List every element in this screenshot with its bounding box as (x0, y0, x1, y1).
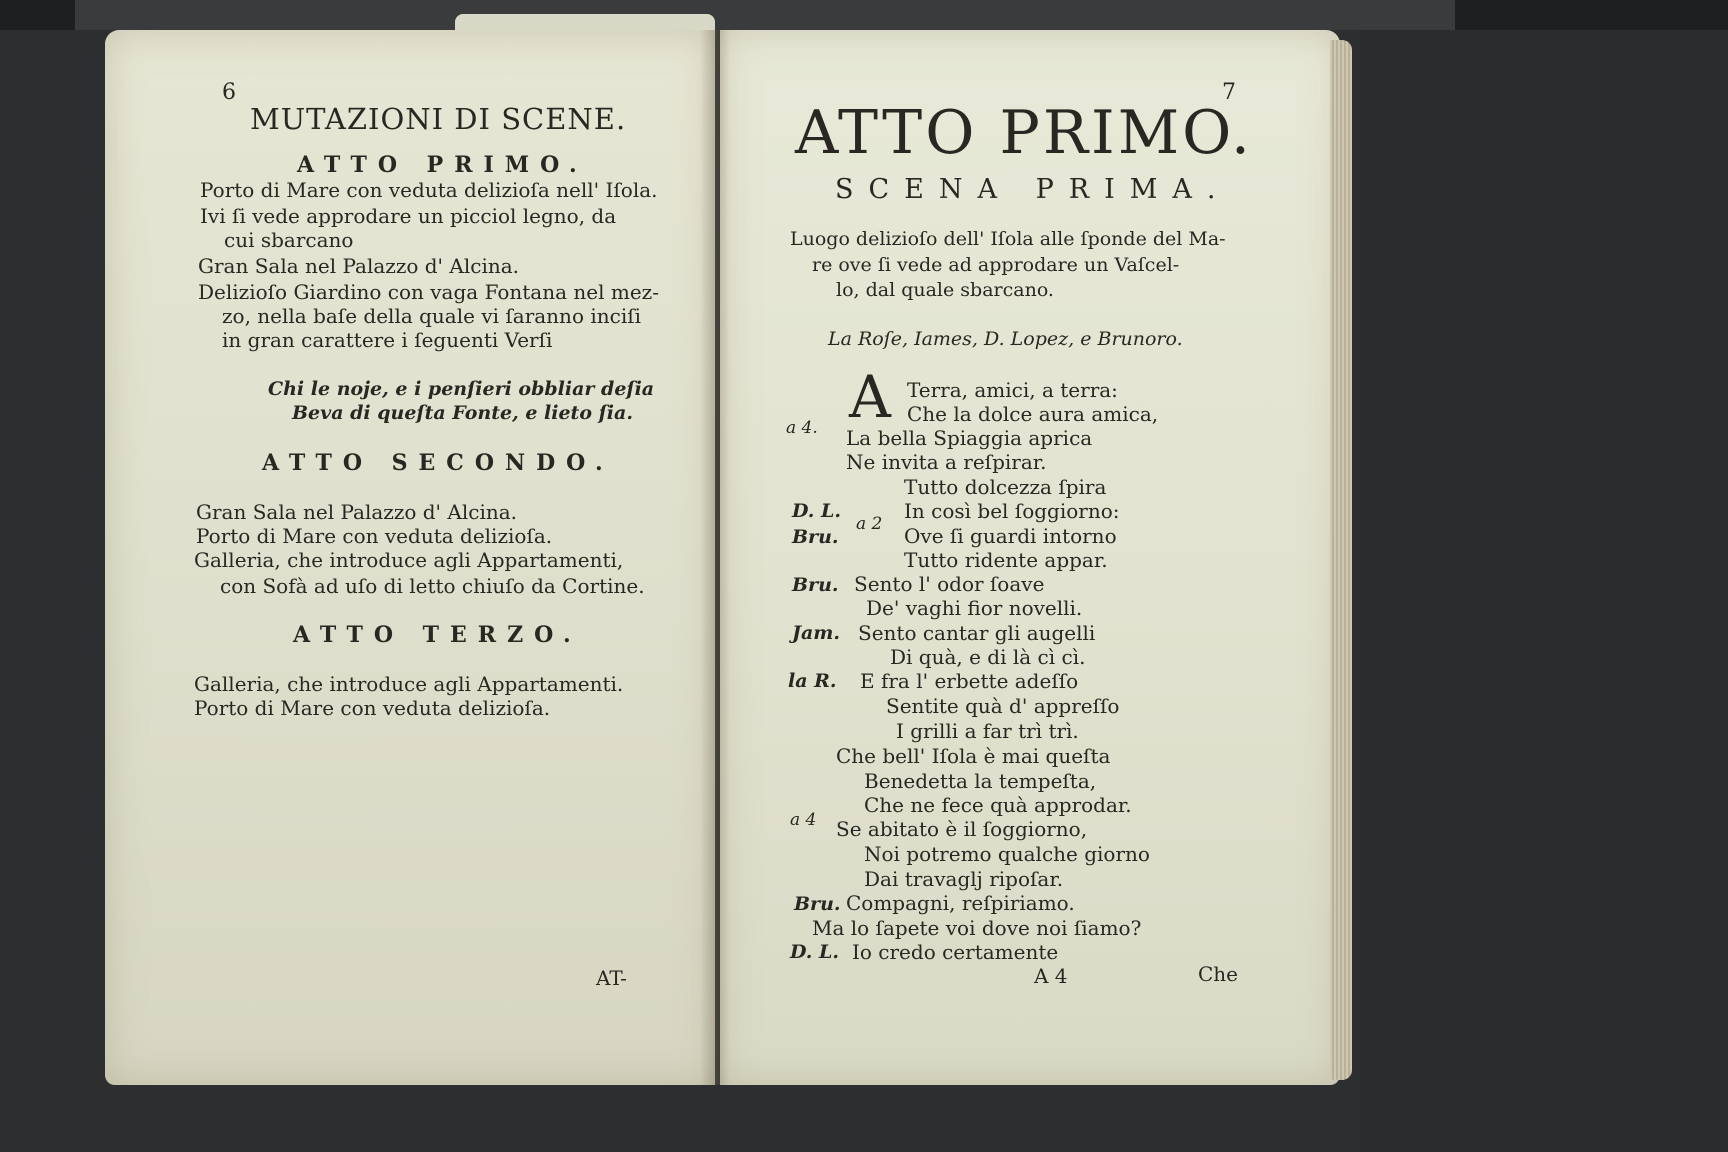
act1-heading: ATTO PRIMO. (297, 152, 588, 178)
act1-line: Porto di Mare con veduta delizioſa nell' Iſola. (200, 178, 658, 202)
speaker-label: la R. (788, 670, 837, 692)
speaker-label: D. L. (792, 500, 842, 522)
catchword-right: Che (1198, 962, 1239, 986)
drop-cap: A (849, 363, 891, 431)
fountain-verse: Beva di queſta Fonte, e lieto ſia. (292, 402, 633, 424)
backdrop-board (75, 0, 1455, 30)
act1-line: Gran Sala nel Palazzo d' Alcina. (198, 254, 520, 278)
backdrop-right (1360, 30, 1728, 1152)
dialogue-line: Io credo certamente (852, 940, 1059, 964)
setting-line: re ove ſi vede ad approdare un Vaſcel- (812, 254, 1180, 276)
dialogue-line: Che bell' Iſola è mai queſta (836, 744, 1111, 768)
act1-line: in gran carattere i ſeguenti Verſi (222, 328, 553, 352)
speaker-label: Bru. (792, 526, 839, 548)
act2-line: con Sofà ad uſo di letto chiuſo da Cortine. (220, 574, 645, 598)
dialogue-line: Sento l' odor ſoave (854, 572, 1045, 596)
speaker-label: Bru. (794, 893, 841, 915)
dialogue-line: E fra l' erbette adeſſo (860, 669, 1079, 693)
catchword-left: AT- (596, 966, 627, 990)
dialogue-line: Ne invita a reſpirar. (846, 450, 1047, 474)
dialogue-line: Terra, amici, a terra: (907, 378, 1118, 402)
a2-mark: a 2 (856, 514, 883, 534)
page-number-right: 7 (1222, 80, 1236, 105)
page-title-right: ATTO PRIMO. (795, 98, 1253, 168)
dialogue-line: I grilli a far trì trì. (896, 719, 1079, 743)
act3-heading: ATTO TERZO. (293, 622, 582, 648)
act1-line: zo, nella baſe della quale vi ſaranno inciſi (222, 304, 642, 328)
dialogue-line: Compagni, reſpiriamo. (846, 891, 1075, 915)
dialogue-line: Noi potremo qualche giorno (864, 842, 1150, 866)
page-edges (1330, 40, 1352, 1080)
speaker-label: Bru. (792, 574, 839, 596)
dialogue-line: Tutto dolcezza ſpira (904, 475, 1107, 499)
act3-line: Galleria, che introduce agli Appartamenti. (194, 672, 624, 696)
act1-line: Ivi ſi vede approdare un picciol legno, da (200, 204, 617, 228)
act2-line: Porto di Mare con veduta delizioſa. (196, 524, 553, 548)
setting-line: Luogo delizioſo dell' Iſola alle ſponde del Ma- (790, 228, 1226, 250)
act1-line: cui sbarcano (224, 228, 354, 252)
act2-line: Galleria, che introduce agli Appartamenti, (194, 548, 624, 572)
dialogue-line: Tutto ridente appar. (904, 548, 1108, 572)
scene-heading: SCENA PRIMA. (835, 174, 1231, 205)
signature-mark: A 4 (1034, 964, 1068, 988)
dialogue-line: Dai travaglj ripoſar. (864, 867, 1064, 891)
dialogue-line: Ma lo ſapete voi dove noi ſiamo? (812, 916, 1142, 940)
dialogue-line: In così bel ſoggiorno: (904, 499, 1120, 523)
dialogue-line: Ove ſi guardi intorno (904, 524, 1117, 548)
characters-line: La Roſe, Iames, D. Lopez, e Brunoro. (828, 328, 1183, 350)
fountain-verse: Chi le noje, e i penſieri obbliar deſia (268, 378, 655, 400)
act2-line: Gran Sala nel Palazzo d' Alcina. (196, 500, 518, 524)
book-gutter (700, 30, 730, 1085)
speaker-label: Jam. (792, 622, 841, 644)
dialogue-line: Sentite quà d' appreſſo (886, 694, 1120, 718)
setting-line: lo, dal quale sbarcano. (836, 279, 1054, 301)
dialogue-line: Se abitato è il ſoggiorno, (836, 817, 1088, 841)
dialogue-line: Sento cantar gli augelli (858, 621, 1096, 645)
dialogue-line: Che ne fece quà approdar. (864, 793, 1132, 817)
dialogue-line: Di quà, e di là cì cì. (890, 645, 1086, 669)
speaker-label: a 4 (790, 810, 817, 830)
dialogue-line: De' vaghi fior novelli. (866, 596, 1083, 620)
dialogue-line: La bella Spiaggia aprica (846, 426, 1093, 450)
dialogue-line: Benedetta la tempeſta, (864, 769, 1097, 793)
dialogue-line: Che la dolce aura amica, (907, 402, 1159, 426)
act2-heading: ATTO SECONDO. (262, 450, 614, 476)
speaker-label: a 4. (786, 418, 818, 438)
page-number-left: 6 (222, 80, 236, 105)
act1-line: Delizioſo Giardino con vaga Fontana nel mez- (198, 280, 659, 304)
act3-line: Porto di Mare con veduta delizioſa. (194, 696, 551, 720)
speaker-label: D. L. (790, 941, 840, 963)
page-title-left: MUTAZIONI DI SCENE. (250, 102, 627, 136)
